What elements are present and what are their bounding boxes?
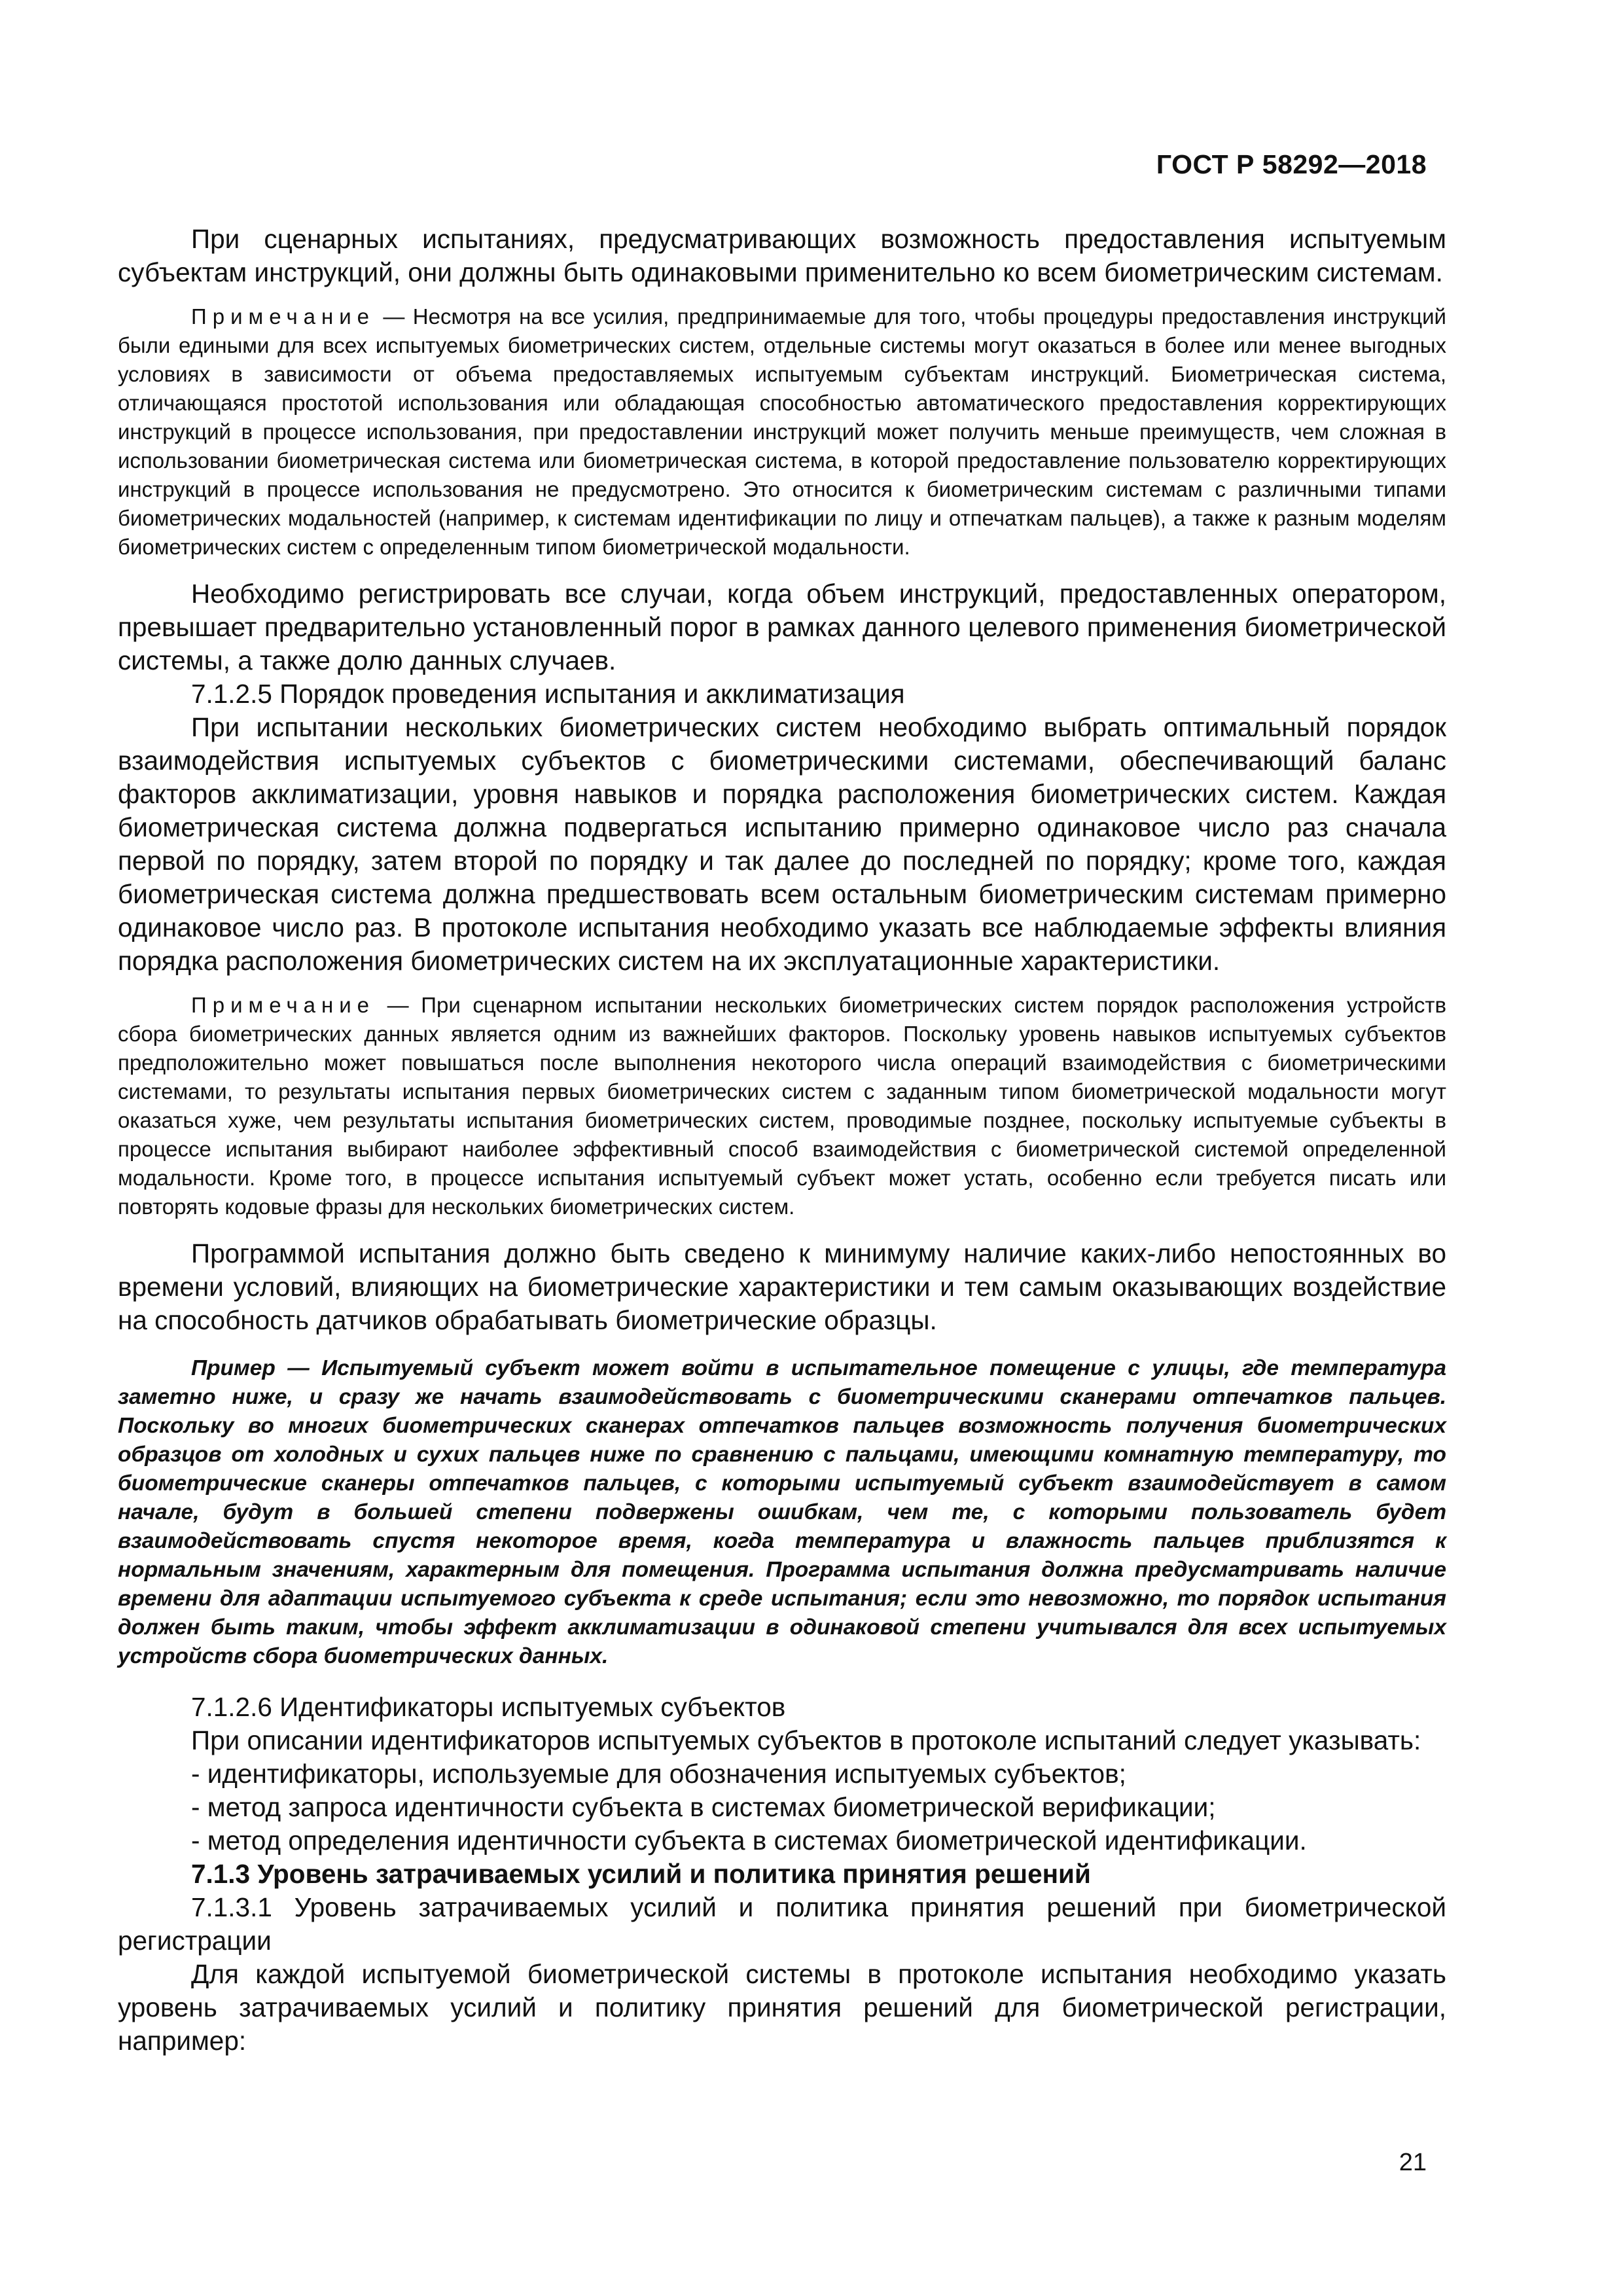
note-instructions (118, 302, 1446, 562)
clause-heading-7131: 7.1.3.1 Уровень затрачиваемых усилий и политика принятия решений при биометрической регистрации (118, 1892, 1446, 1956)
list-item: - метод определения идентичности субъекта в системах биометрической идентификации. (191, 1825, 1307, 1856)
paragraph-test-conditions: Программой испытания должно быть сведено к минимуму наличие каких-либо непостоянных во времени условий, влияющих на биометрические характеристики и тем самым оказывающих воздействие на способность датчиков обрабатывать биометрические образцы. (118, 1238, 1446, 1335)
note-text: — При сценарном испытании нескольких биометрических систем порядок расположения устройств сбора биометрических данных является одним из важнейших факторов. Поскольку уровень навыков испытуемых субъектов предположительно может повышаться после выполнения некоторого числа операций взаимодействия с биометрическими системами, то результаты испытания первых биометрических систем с заданным типом биометрической модальности могут оказаться хуже, чем результаты испытания биометрических систем, проводимые позднее, поскольку испытуемые субъекты в процессе испытания выбирают наиболее эффективный способ взаимодействия с биометрической системой определенной модальности. Кроме того, в процессе испытания испытуемый субъект может устать, особенно если требуется писать или повторять кодовые фразы для нескольких биометрических систем. (118, 993, 1446, 1219)
clause-heading-7125: 7.1.2.5 Порядок проведения испытания и акклиматизация (191, 679, 905, 709)
page-body (118, 223, 1446, 2058)
list-item: - идентификаторы, используемые для обозначения испытуемых субъектов; (191, 1759, 1126, 1789)
paragraph-identifiers-intro: При описании идентификаторов испытуемых субъектов в протоколе испытаний следует указывать: (191, 1725, 1421, 1755)
example-acclimatization: Пример — Испытуемый субъект может войти в испытательное помещение с улицы, где температура заметно ниже, и сразу же начать взаимодействовать с биометрическими сканерами отпечатков пальцев. Поскольку во многих биометрических сканерах отпечатков пальцев возможность получения биометрических образцов от холодных и сухих пальцев ниже по сравнению с пальцами, имеющими комнатную температуру, то биометрические сканеры отпечатков пальцев, с которыми испытуемый субъект взаимодействует в самом начале, будут в большей степени подвержены ошибкам, чем те, с которыми пользователь будет взаимодействовать спустя некоторое время, когда температура и влажность пальцев приблизятся к нормальным значениям, характерным для помещения. Программа испытания должна предусматривать наличие времени для адаптации испытуемого субъекта к среде испытания; если это невозможно, то порядок испытания должен быть таким, чтобы эффект акклиматизации в одинаковой степени учитывался для всех испытуемых устройств сбора биометрических данных. (118, 1356, 1446, 1668)
paragraph-enrollment-policy: Для каждой испытуемой биометрической системы в протоколе испытания необходимо указать уровень затрачиваемых усилий и политику принятия решений для биометрической регистрации, например: (118, 1959, 1446, 2056)
paragraph-operator-instructions: Необходимо регистрировать все случаи, когда объем инструкций, предоставленных оператором, превышает предварительно установленный порог в рамках данного целевого применения биометрической системы, а также долю данных случаев. (118, 579, 1446, 675)
section-heading-713: 7.1.3 Уровень затрачиваемых усилий и политика принятия решений (191, 1859, 1091, 1889)
paragraph-instructions: При сценарных испытаниях, предусматривающих возможность предоставления испытуемым субъектам инструкций, они должны быть одинаковыми применительно ко всем биометрическим системам. (118, 224, 1446, 287)
paragraph-test-order: При испытании нескольких биометрических систем необходимо выбрать оптимальный порядок взаимодействия испытуемых субъектов с биометрическими системами, обеспечивающий баланс факторов акклиматизации, уровня навыков и порядка расположения биометрических систем. Каждая биометрическая система должна подвергаться испытанию примерно одинаковое число раз сначала первой по порядку, затем второй по порядку и так далее до последней по порядку; кроме того, каждая биометрическая система должна предшествовать всем остальным биометрическим системам примерно одинаковое число раз. В протоколе испытания необходимо указать все наблюдаемые эффекты влияния порядка расположения биометрических систем на их эксплуатационные характеристики. (118, 712, 1446, 976)
note-test-order (118, 991, 1446, 1221)
page-number: 21 (1399, 2149, 1427, 2176)
note-lead: Примечание (191, 304, 376, 329)
note-text: — Несмотря на все усилия, предпринимаемые для того, чтобы процедуры предоставления инструкций были едиными для всех испытуемых биометрических систем, отдельные системы могут оказаться в более или менее выгодных условиях в зависимости от объема предоставляемых испытуемым субъектам инструкций. Биометрическая система, отличающаяся простотой использования или обладающая способностью автоматического предоставления корректирующих инструкций в процессе использования, при предоставлении инструкций может получить меньше преимуществ, чем сложная в использовании биометрическая система или биометрическая система, в которой предоставление пользователю корректирующих инструкций в процессе использования не предусмотрено. Это относится к биометрическим системам с различными типами биометрических модальностей (например, к системам идентификации по лицу и отпечаткам пальцев), а также к разным моделям биометрических систем с определенным типом биометрической модальности. (118, 304, 1446, 559)
clause-heading-7126: 7.1.2.6 Идентификаторы испытуемых субъектов (191, 1692, 786, 1722)
list-item: - метод запроса идентичности субъекта в системах биометрической верификации; (191, 1792, 1216, 1822)
note-lead: Примечание (191, 993, 376, 1017)
document-code-header: ГОСТ Р 58292—2018 (1156, 149, 1427, 179)
